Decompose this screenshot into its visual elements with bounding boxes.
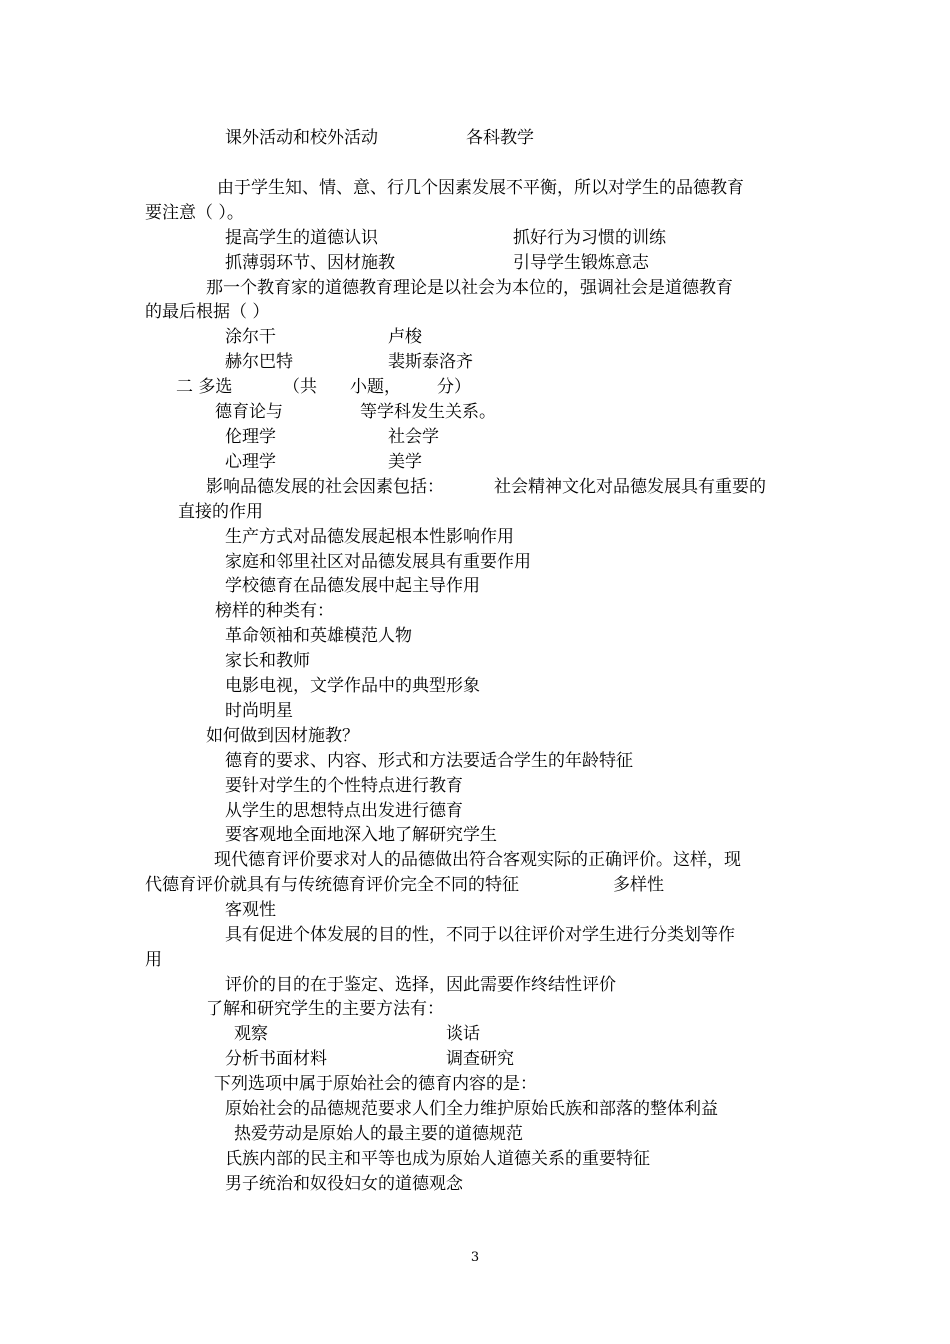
option-text: 热爱劳动是原始人的最主要的道德规范 [234, 1124, 523, 1144]
option-b: 调查研究 [446, 1049, 514, 1069]
section-heading-part: 小题， [350, 377, 401, 397]
option-text: 学校德育在品德发展中起主导作用 [225, 576, 480, 596]
option-text: 从学生的思想特点出发进行德育 [225, 801, 463, 821]
question-text: 那一个教育家的道德教育理论是以社会为本位的，强调社会是道德教育 [206, 278, 733, 298]
option-a: 伦理学 [225, 427, 276, 447]
question-text: 要注意（ ）。 [145, 203, 244, 223]
option-text: 时尚明星 [225, 701, 293, 721]
option-a: 提高学生的道德认识 [225, 228, 378, 248]
option-text: 男子统治和奴役妇女的道德观念 [225, 1174, 463, 1194]
option-a: 涂尔干 [225, 327, 276, 347]
option-b: 谈话 [446, 1024, 480, 1044]
question-text: 榜样的种类有： [215, 601, 334, 621]
page-number: 3 [470, 1250, 480, 1265]
option-text: 德育的要求、内容、形式和方法要适合学生的年龄特征 [225, 751, 633, 771]
option-text: 家庭和邻里社区对品德发展具有重要作用 [225, 552, 531, 572]
option-text: 直接的作用 [178, 502, 263, 522]
option-b: 美学 [388, 452, 422, 472]
option-text: 用 [145, 950, 162, 970]
question-text: 德育论与 [215, 402, 283, 422]
option-text: 评价的目的在于鉴定、选择，因此需要作终结性评价 [225, 975, 616, 995]
question-text: 由于学生知、情、意、行几个因素发展不平衡，所以对学生的品德教育 [217, 178, 744, 198]
option-text: 家长和教师 [225, 651, 310, 671]
option-text: 客观性 [225, 900, 276, 920]
option-b: 抓好行为习惯的训练 [513, 228, 666, 248]
question-text: 影响品德发展的社会因素包括： [206, 477, 444, 497]
option-text: 电影电视，文学作品中的典型形象 [225, 676, 480, 696]
option-a: 心理学 [225, 452, 276, 472]
option-text: 具有促进个体发展的目的性，不同于以往评价对学生进行分类划等作 [225, 925, 735, 945]
option-a: 分析书面材料 [225, 1049, 327, 1069]
option-a: 赫尔巴特 [225, 352, 293, 372]
question-text: 现代德育评价要求对人的品德做出符合客观实际的正确评价。这样，现 [214, 850, 741, 870]
option-text: 革命领袖和英雄模范人物 [225, 626, 412, 646]
option-b: 裴斯泰洛齐 [388, 352, 473, 372]
option-a: 观察 [234, 1024, 268, 1044]
option-text: 生产方式对品德发展起根本性影响作用 [225, 527, 514, 547]
option-a: 抓薄弱环节、因材施教 [225, 253, 395, 273]
option-b: 各科教学 [466, 128, 534, 148]
question-text: 了解和研究学生的主要方法有： [206, 999, 444, 1019]
option-text: 要客观地全面地深入地了解研究学生 [225, 825, 497, 845]
option-a: 课外活动和校外活动 [225, 128, 378, 148]
section-heading: 二 多选 [176, 377, 233, 397]
question-text: 的最后根据（ ） [145, 302, 270, 322]
option-text: 氏族内部的民主和平等也成为原始人道德关系的重要特征 [225, 1149, 650, 1169]
section-heading-part: （共 [283, 377, 317, 397]
option-b: 引导学生锻炼意志 [513, 253, 649, 273]
question-text: 下列选项中属于原始社会的德育内容的是： [214, 1074, 537, 1094]
option-text: 多样性 [613, 875, 664, 895]
question-text: 代德育评价就具有与传统德育评价完全不同的特征 [145, 875, 519, 895]
option-text: 要针对学生的个性特点进行教育 [225, 776, 463, 796]
option-b: 卢梭 [388, 327, 422, 347]
option-b: 社会学 [388, 427, 439, 447]
option-text: 原始社会的品德规范要求人们全力维护原始氏族和部落的整体利益 [225, 1099, 718, 1119]
option-text: 社会精神文化对品德发展具有重要的 [494, 477, 766, 497]
question-text: 如何做到因材施教？ [206, 726, 359, 746]
question-text: 等学科发生关系。 [360, 402, 496, 422]
section-heading-part: 分） [437, 377, 471, 397]
